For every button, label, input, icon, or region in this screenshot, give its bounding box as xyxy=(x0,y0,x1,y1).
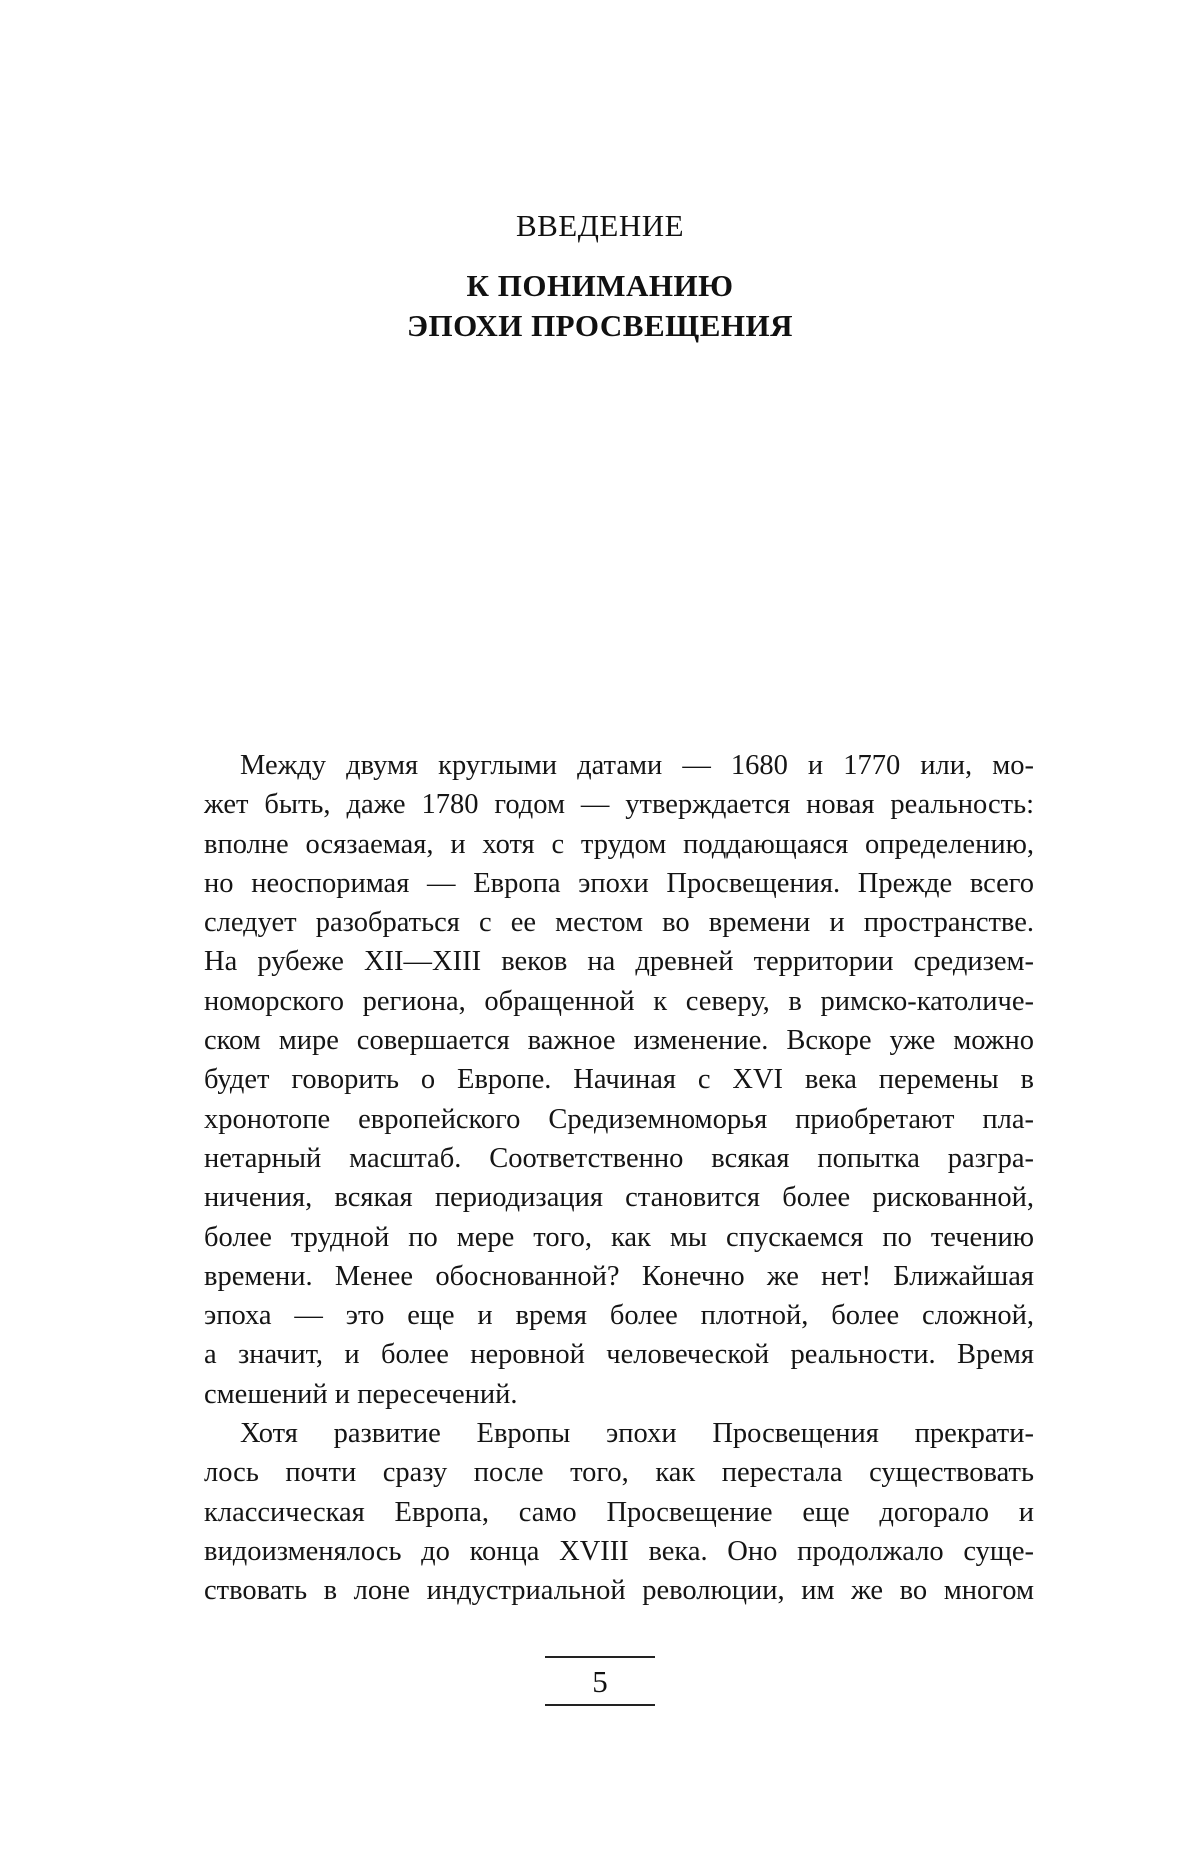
text-line: жет быть, даже 1780 годом — утверждается новая реальность: xyxy=(204,789,1034,821)
text-line: На рубеже XII—XIII веков на древней территории средизем- xyxy=(204,946,1034,978)
text-line: смешений и пересечений. xyxy=(204,1378,518,1410)
text-line: эпоха — это еще и время более плотной, более сложной, xyxy=(204,1300,1034,1332)
text-line: лось почти сразу после того, как перестала существовать xyxy=(204,1457,1034,1489)
body-text xyxy=(204,746,1034,1611)
text-line: вполне осязаемая, и хотя с трудом поддающаяся определению, xyxy=(204,828,1034,860)
text-line: но неоспоримая — Европа эпохи Просвещения. Прежде всего xyxy=(204,867,1034,899)
folio-rule-bottom xyxy=(545,1704,655,1706)
folio-rule-top xyxy=(545,1656,655,1658)
chapter-title-line-1: К ПОНИМАНИЮ xyxy=(466,268,734,303)
text-line: более трудной по мере того, как мы спускаемся по течению xyxy=(204,1221,1034,1253)
text-line: Между двумя круглыми датами — 1680 и 1770 или, мо- xyxy=(240,750,1034,781)
chapter-label: ВВЕДЕНИЕ xyxy=(515,208,685,243)
text-line: будет говорить о Европе. Начиная с XVI века перемены в xyxy=(204,1064,1034,1096)
page-folio xyxy=(0,1656,1200,1706)
text-line: а значит, и более неровной человеческой реальности. Время xyxy=(204,1339,1034,1371)
chapter-title-line-2: ЭПОХИ ПРОСВЕЩЕНИЯ xyxy=(406,308,793,343)
text-line: классическая Европа, само Просвещение еще догорало и xyxy=(204,1496,1034,1528)
text-line: времени. Менее обоснованной? Конечно же нет! Ближайшая xyxy=(204,1260,1034,1292)
text-line: видоизменялось до конца XVIII века. Оно продолжало суще- xyxy=(204,1535,1034,1567)
text-line: следует разобраться с ее местом во времени и пространстве. xyxy=(204,907,1034,939)
text-line: ствовать в лоне индустриальной революции, им же во многом xyxy=(204,1575,1034,1607)
text-line: ском мире совершается важное изменение. Вскоре уже можно xyxy=(204,1025,1034,1057)
page-number: 5 xyxy=(592,1664,608,1699)
text-line: нетарный масштаб. Соответственно всякая попытка разгра- xyxy=(204,1142,1034,1174)
text-line: номорского региона, обращенной к северу, в римско-католиче- xyxy=(204,985,1034,1017)
text-line: ничения, всякая периодизация становится более рискованной, xyxy=(204,1182,1034,1214)
text-line: Хотя развитие Европы эпохи Просвещения прекрати- xyxy=(240,1418,1034,1450)
text-line: хронотопе европейского Средиземноморья приобретают пла- xyxy=(204,1103,1034,1135)
